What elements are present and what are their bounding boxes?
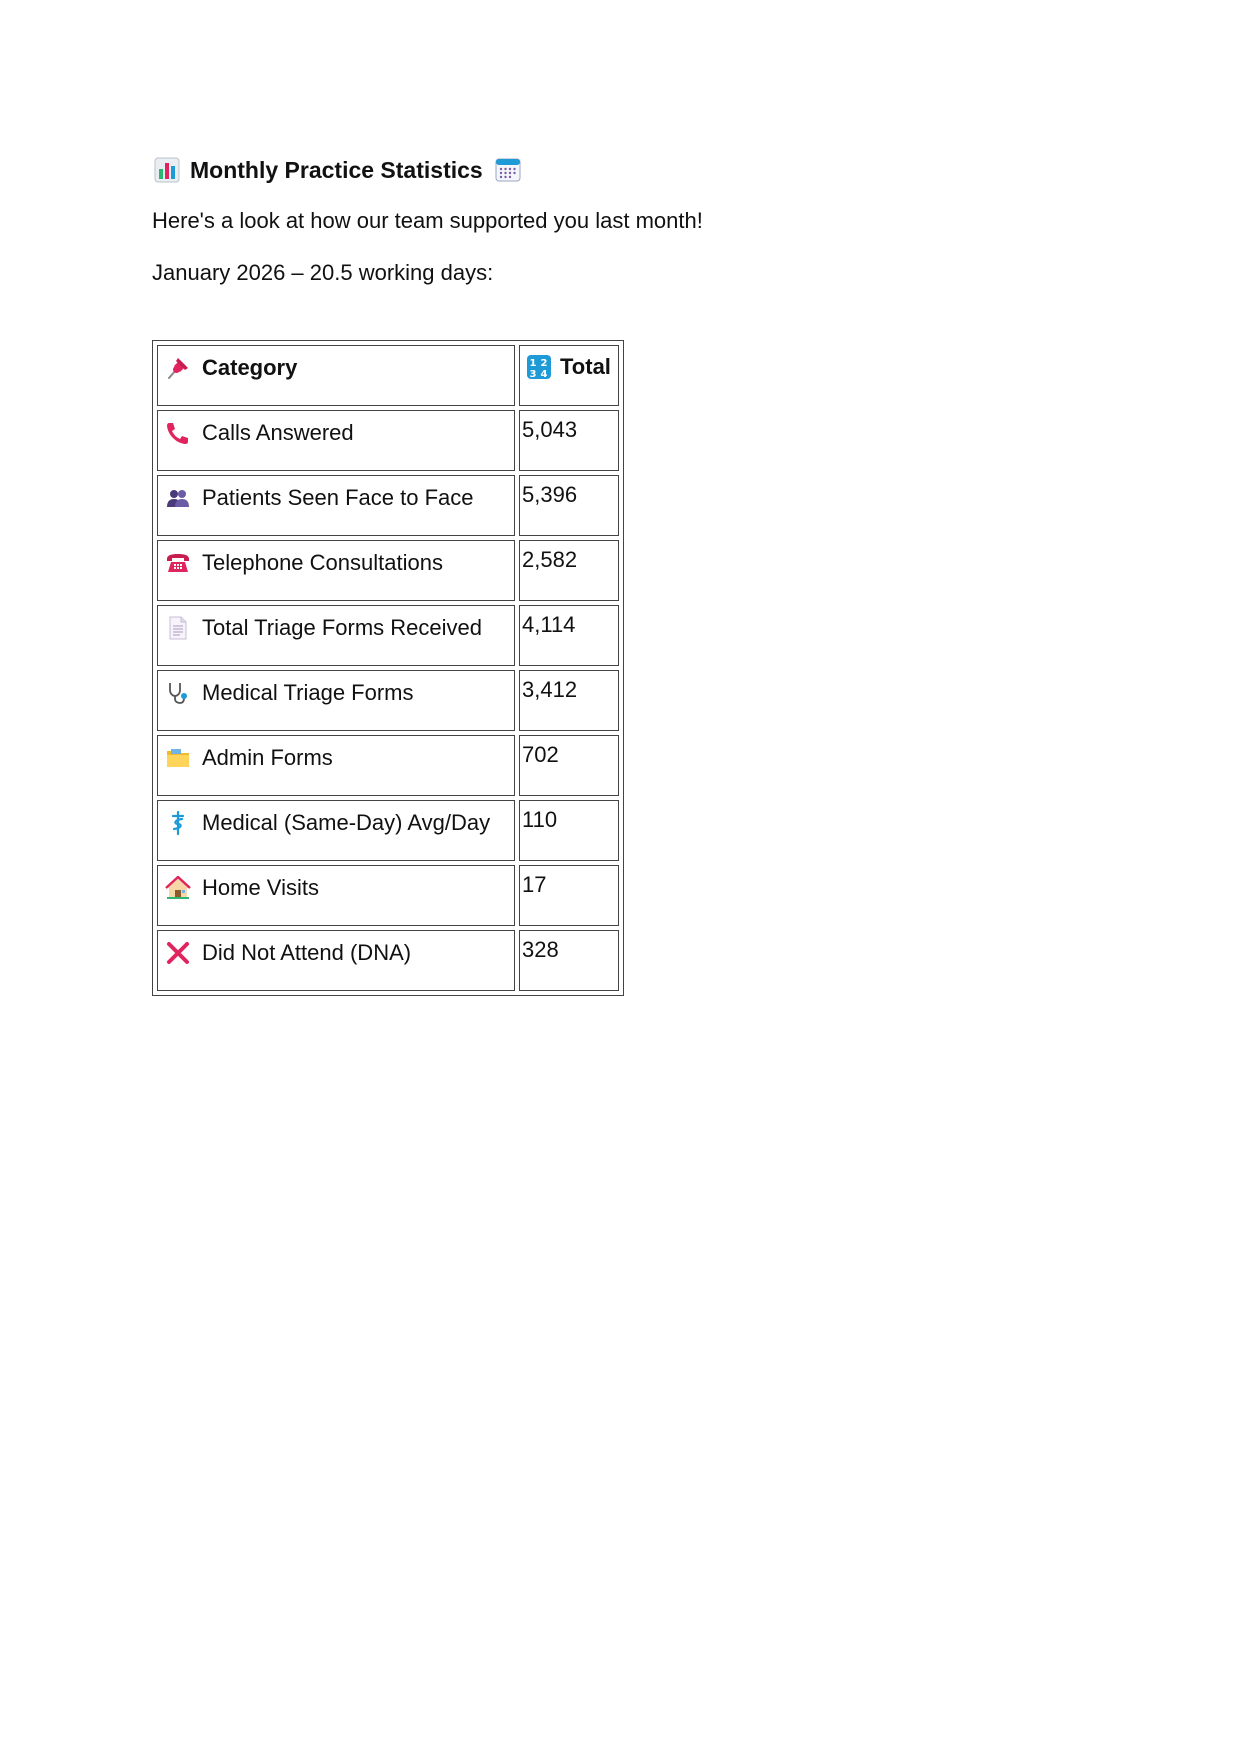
svg-text:2: 2 (540, 358, 548, 369)
category-label: Telephone Consultations (202, 550, 443, 575)
svg-text:4: 4 (540, 369, 548, 380)
total-value: 328 (522, 937, 559, 962)
total-value: 3,412 (522, 677, 578, 702)
table-row (157, 800, 619, 861)
header-total-label: Total (560, 354, 611, 379)
table-row (157, 410, 619, 471)
people-icon (164, 484, 192, 512)
svg-text:1: 1 (529, 358, 537, 369)
pushpin-icon (164, 354, 192, 382)
medical-symbol-icon (164, 809, 192, 837)
page-heading (152, 150, 1092, 190)
table-row (157, 735, 619, 796)
table-row (157, 475, 619, 536)
total-cell (519, 540, 619, 601)
category-cell (157, 540, 515, 601)
folder-icon (164, 744, 192, 772)
category-cell (157, 410, 515, 471)
stethoscope-icon (164, 679, 192, 707)
table-row (157, 670, 619, 731)
category-label: Home Visits (202, 875, 319, 900)
total-value: 5,043 (522, 417, 578, 442)
telephone-icon (164, 549, 192, 577)
total-cell (519, 735, 619, 796)
table-header-row (157, 345, 619, 406)
category-label: Medical (Same-Day) Avg/Day (202, 810, 491, 835)
category-label: Admin Forms (202, 745, 333, 770)
header-total-cell (519, 345, 619, 406)
category-label: Patients Seen Face to Face (202, 485, 474, 510)
category-cell (157, 605, 515, 666)
total-value: 702 (522, 742, 559, 767)
category-cell (157, 670, 515, 731)
period-text: January 2026 – 20.5 working days: (152, 260, 494, 285)
statistics-table (152, 340, 624, 996)
category-label: Calls Answered (202, 420, 354, 445)
total-cell (519, 475, 619, 536)
total-value: 4,114 (522, 612, 576, 637)
category-label: Did Not Attend (DNA) (202, 940, 412, 965)
category-cell (157, 475, 515, 536)
total-cell (519, 410, 619, 471)
total-value: 2,582 (522, 547, 578, 572)
total-cell (519, 930, 619, 991)
total-cell (519, 865, 619, 926)
category-cell (157, 735, 515, 796)
category-cell (157, 930, 515, 991)
intro-text: Here's a look at how our team supported you last month! (152, 208, 703, 233)
category-label: Medical Triage Forms (202, 680, 414, 705)
table-row (157, 540, 619, 601)
document-page (152, 150, 1092, 965)
phone-receiver-icon (164, 419, 192, 447)
total-cell (519, 605, 619, 666)
cross-mark-icon (164, 939, 192, 967)
page-title: Monthly Practice Statistics (190, 156, 483, 183)
document-icon (164, 614, 192, 642)
table-row (157, 930, 619, 991)
calendar-icon (493, 155, 523, 185)
total-value: 17 (522, 872, 547, 897)
svg-text:3: 3 (529, 369, 537, 380)
table-row (157, 865, 619, 926)
header-category-cell (157, 345, 515, 406)
total-cell (519, 800, 619, 861)
house-icon (164, 874, 192, 902)
total-value: 5,396 (522, 482, 578, 507)
table-row (157, 605, 619, 666)
bar-chart-icon (152, 155, 182, 185)
numbers-icon (526, 354, 552, 380)
header-category-label: Category (202, 355, 298, 380)
category-label: Total Triage Forms Received (202, 615, 482, 640)
total-value: 110 (522, 807, 558, 832)
category-cell (157, 865, 515, 926)
total-cell (519, 670, 619, 731)
category-cell (157, 800, 515, 861)
